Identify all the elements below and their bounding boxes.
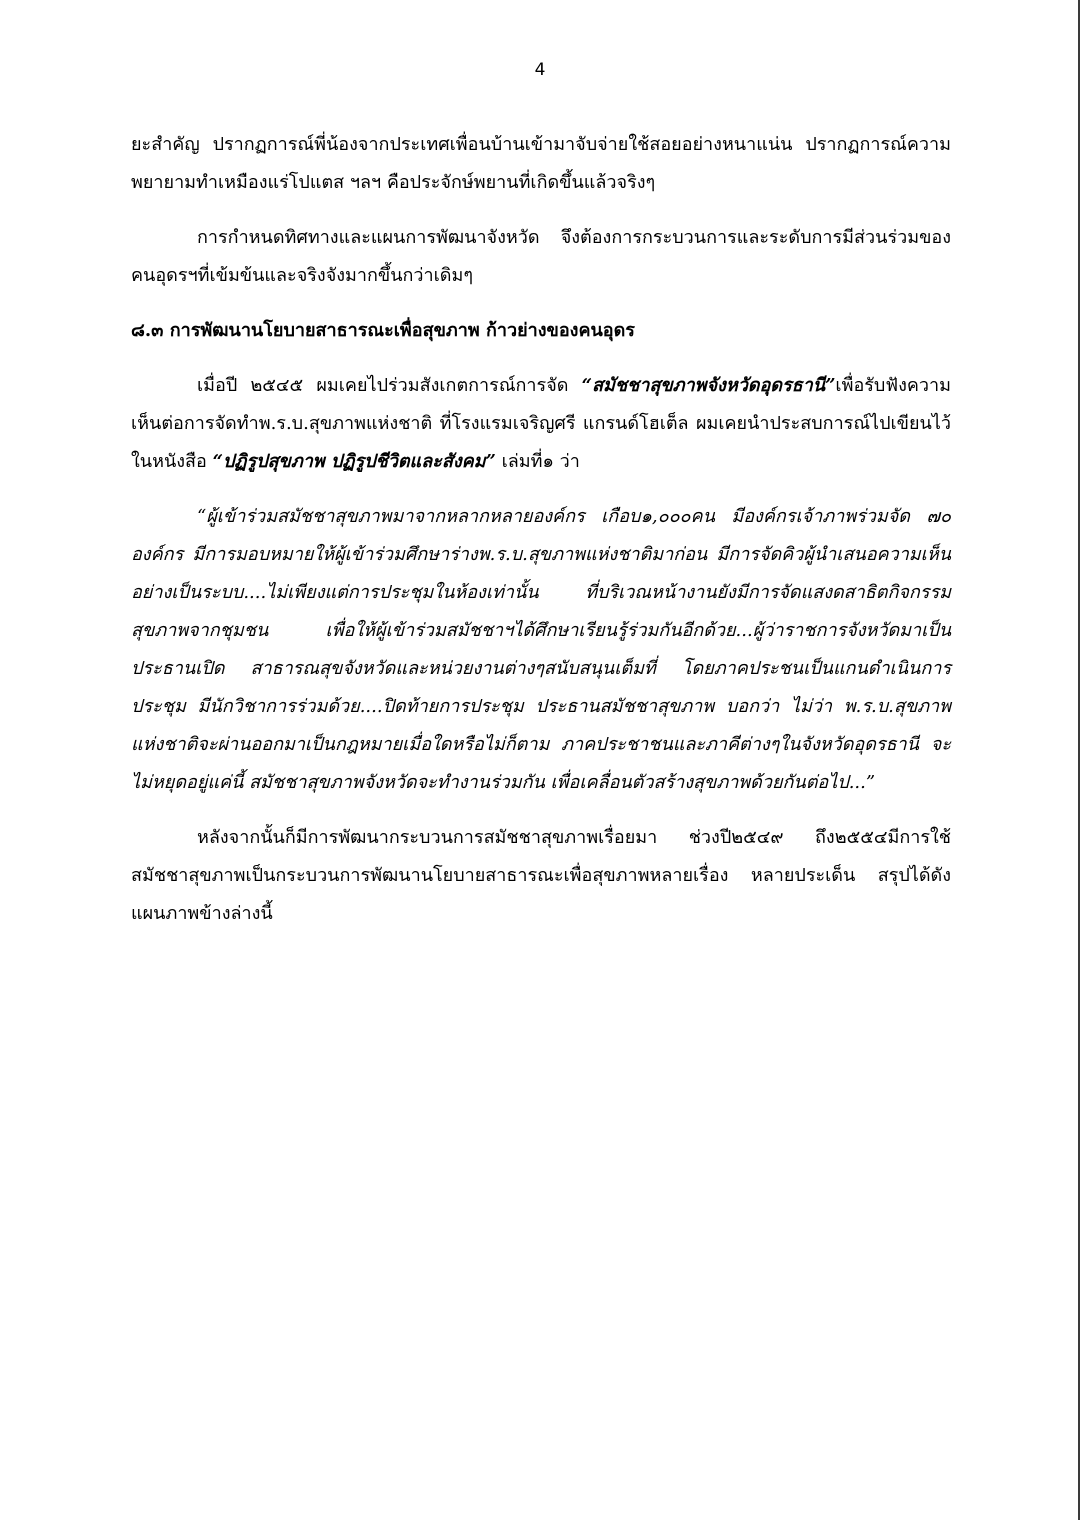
paragraph-continuation: ยะสำคัญ ปรากฏการณ์พี่น้องจากประเทศเพื่อนบ้านเข้ามาจับจ่ายใช้สอยอย่างหนาแน่น ปรากฏการณ์ความพยายามทำเหมืองแร่โปแตส ฯลฯ คือประจักษ์พยานที่เกิดขึ้นแล้วจริงๆ (131, 134, 951, 193)
document-body (131, 126, 951, 933)
section-heading: ๘.๓ การพัฒนานโยบายสาธารณะเพื่อสุขภาพ ก้าวย่างของคนอุดร (131, 320, 635, 341)
text-run: เพื่อรับฟังความเห็นต่อการจัดทำพ.ร.บ.สุขภาพแห่งชาติ ที่โรงแรมเจริญศรี แกรนด์โฮเต็ล ผมเคยนำประสบการณ์ไปเขียนไว้ในหนังสือ (131, 375, 951, 472)
text-run: เล่มที่๑ ว่า (495, 451, 580, 472)
block-quote: “ผู้เข้าร่วมสมัชชาสุขภาพมาจากหลากหลายองค์กร เกือบ๑,๐๐๐คน มีองค์กรเจ้าภาพร่วมจัด ๗๐ องค์กร มีการมอบหมายให้ผู้เข้าร่วมศึกษาร่างพ.ร.บ.สุขภาพแห่งชาติมาก่อน มีการจัดคิวผู้นำเสนอความเห็นอย่างเป็นระบบ....ไม่เพียงแต่การประชุมในห้องเท่านั้น ที่บริเวณหน้างานยังมีการจัดแสงดสาธิตกิจกรรมสุขภาพจากชุมชน เพื่อให้ผู้เข้าร่วมสมัชชาฯได้ศึกษาเรียนรู้ร่วมกันอีกด้วย...ผู้ว่าราชการจังหวัดมาเป็นประธานเปิด สาธารณสุขจังหวัดและหน่วยงานต่างๆสนับสนุนเต็มที่ โดยภาคประชนเป็นแกนดำเนินการประชุม มีนักวิชาการร่วมด้วย....ปิดท้ายการประชุม ประธานสมัชชาสุขภาพ บอกว่า ไม่ว่า พ.ร.บ.สุขภาพแห่งชาติจะผ่านออกมาเป็นกฎหมายเมื่อใดหรือไม่ก็ตาม ภาคประชาชนและภาคีต่างๆในจังหวัดอุดรธานี จะไม่หยุดอยู่แค่นี้ สมัชชาสุขภาพจังหวัดจะทำงานร่วมกัน เพื่อเคลื่อนตัวสร้างสุขภาพด้วยกันต่อไป...” (131, 506, 951, 793)
paragraph-province-direction: การกำหนดทิศทางและแผนการพัฒนาจังหวัด จึงต้องการกระบวนการและระดับการมีส่วนร่วมของคนอุดรฯที่เข้มข้นและจริงจังมากขึ้นกว่าเดิมๆ (131, 227, 951, 286)
book-title-emphasis: “ปฏิรูปสุขภาพ ปฏิรูปชีวิตและสังคม” (212, 451, 496, 472)
page-number: 4 (534, 60, 546, 80)
paragraph-assembly-2545 (131, 367, 951, 481)
text-run: เมื่อปี ๒๕๔๕ ผมเคยไปร่วมสังเกตการณ์การจัด (197, 375, 582, 396)
assembly-name-emphasis: “สมัชชาสุขภาพจังหวัดอุดรธานี” (581, 375, 836, 396)
paragraph-after-quote: หลังจากนั้นก็มีการพัฒนากระบวนการสมัชชาสุขภาพเรื่อยมา ช่วงปี๒๕๔๙ ถึง๒๕๕๔มีการใช้สมัชชาสุขภาพเป็นกระบวนการพัฒนานโยบายสาธารณะเพื่อสุขภาพหลายเรื่อง หลายประเด็น สรุปได้ดังแผนภาพข้างล่างนี้ (131, 827, 951, 924)
